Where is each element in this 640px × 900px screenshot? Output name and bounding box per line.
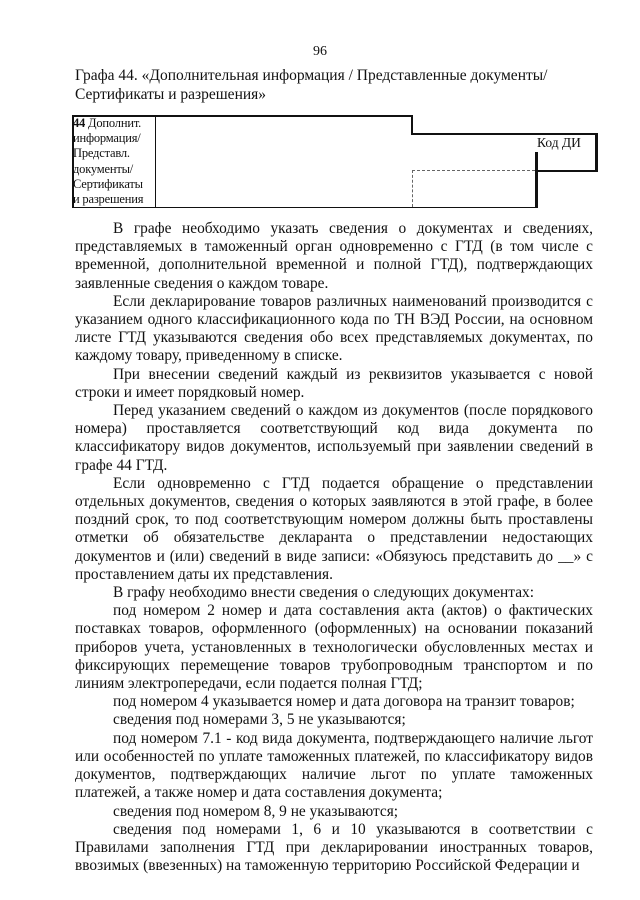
- paragraph: сведения под номерами 1, 6 и 10 указываются в соответствии с Правилами заполнения ГТД при декларировании иностранных товаров, ввозимых (ввезенных) на таможенную территорию Российской Федерации и: [75, 820, 593, 875]
- label-line: информация/: [73, 131, 141, 146]
- form-border-step: [411, 115, 413, 134]
- paragraph: под номером 7.1 - код вида документа, подтверждающего наличие льгот или особенностей по уплате таможенных платежей, по классификатору видов документов, подтверждающих наличие льгот по уплате таможенных платежей, а также номер и дата составления документа;: [75, 729, 593, 802]
- paragraph: В графу необходимо внести сведения о следующих документах:: [113, 584, 534, 602]
- label-line: Сертификаты: [73, 176, 143, 191]
- dashed-box-left: [412, 170, 413, 207]
- label-line: и разрешения: [73, 192, 144, 207]
- code-box-border-right: [595, 133, 598, 172]
- label-line: Представл.: [73, 146, 130, 161]
- code-box-border-bottom: [535, 170, 598, 172]
- dashed-box-top: [412, 170, 535, 171]
- paragraph: Если одновременно с ГТД подается обращение о представлении отдельных документов, сведения о которых заявляются в этой графе, в более поздний срок, то под соответствующим номером должны быть проставлены отметки об обязательстве декларанта о представлении недостающих документов и (или) сведений в виде записи: «Обязуюсь представить до __» с проставлением даты их представления.: [75, 474, 593, 583]
- body-text: [75, 220, 593, 875]
- section-heading: Графа 44. «Дополнительная информация / Представленные документы/ Сертификаты и разрешения»: [75, 67, 548, 103]
- label-line: Дополнит.: [88, 116, 142, 130]
- paragraph: под номером 2 номер и дата составления акта (актов) о фактических поставках товаров, оформленного (оформленных) на основании показаний приборов учета, установленных в технологически обусловленных местах и фиксирующих перемещение товаров трубопроводным транспортом и по линиям электропередачи, если подается полная ГТД;: [75, 602, 593, 693]
- code-box-divider: [535, 152, 538, 208]
- code-label: Код ДИ: [537, 135, 581, 150]
- paragraph: При внесении сведений каждый из реквизитов указывается с новой строки и имеет порядковый номер.: [75, 365, 593, 401]
- form-box-44: [72, 115, 602, 210]
- field-label: [73, 116, 155, 207]
- paragraph: под номером 4 указывается номер и дата договора на транзит товаров;: [113, 693, 575, 711]
- label-column-divider: [155, 115, 156, 208]
- paragraph: сведения под номером 8, 9 не указываются;: [113, 802, 399, 820]
- label-line: документы/: [73, 161, 134, 176]
- paragraph: Перед указанием сведений о каждом из документов (после порядкового номера) проставляется соответствующий код вида документа по классификатору видов документов, используемый при заявлении сведений в графе 44 ГТД.: [75, 402, 593, 474]
- field-number: 44: [73, 116, 86, 130]
- paragraph: сведения под номерами 3, 5 не указываются;: [113, 711, 406, 729]
- page-number: 96: [313, 44, 327, 59]
- paragraph: Если декларирование товаров различных наименований производится с указанием одного классификационного кода по ТН ВЭД России, на основном листе ГТД указываются сведения обо всех представляемых документах, по каждому товару, приведенному в списке.: [75, 292, 593, 365]
- paragraph: В графе необходимо указать сведения о документах и сведениях, представляемых в таможенный орган одновременно с ГТД (в том числе с временной, дополнительной временной и полной ГТД), подтверждающих заявленные сведения о каждом товаре.: [75, 220, 593, 292]
